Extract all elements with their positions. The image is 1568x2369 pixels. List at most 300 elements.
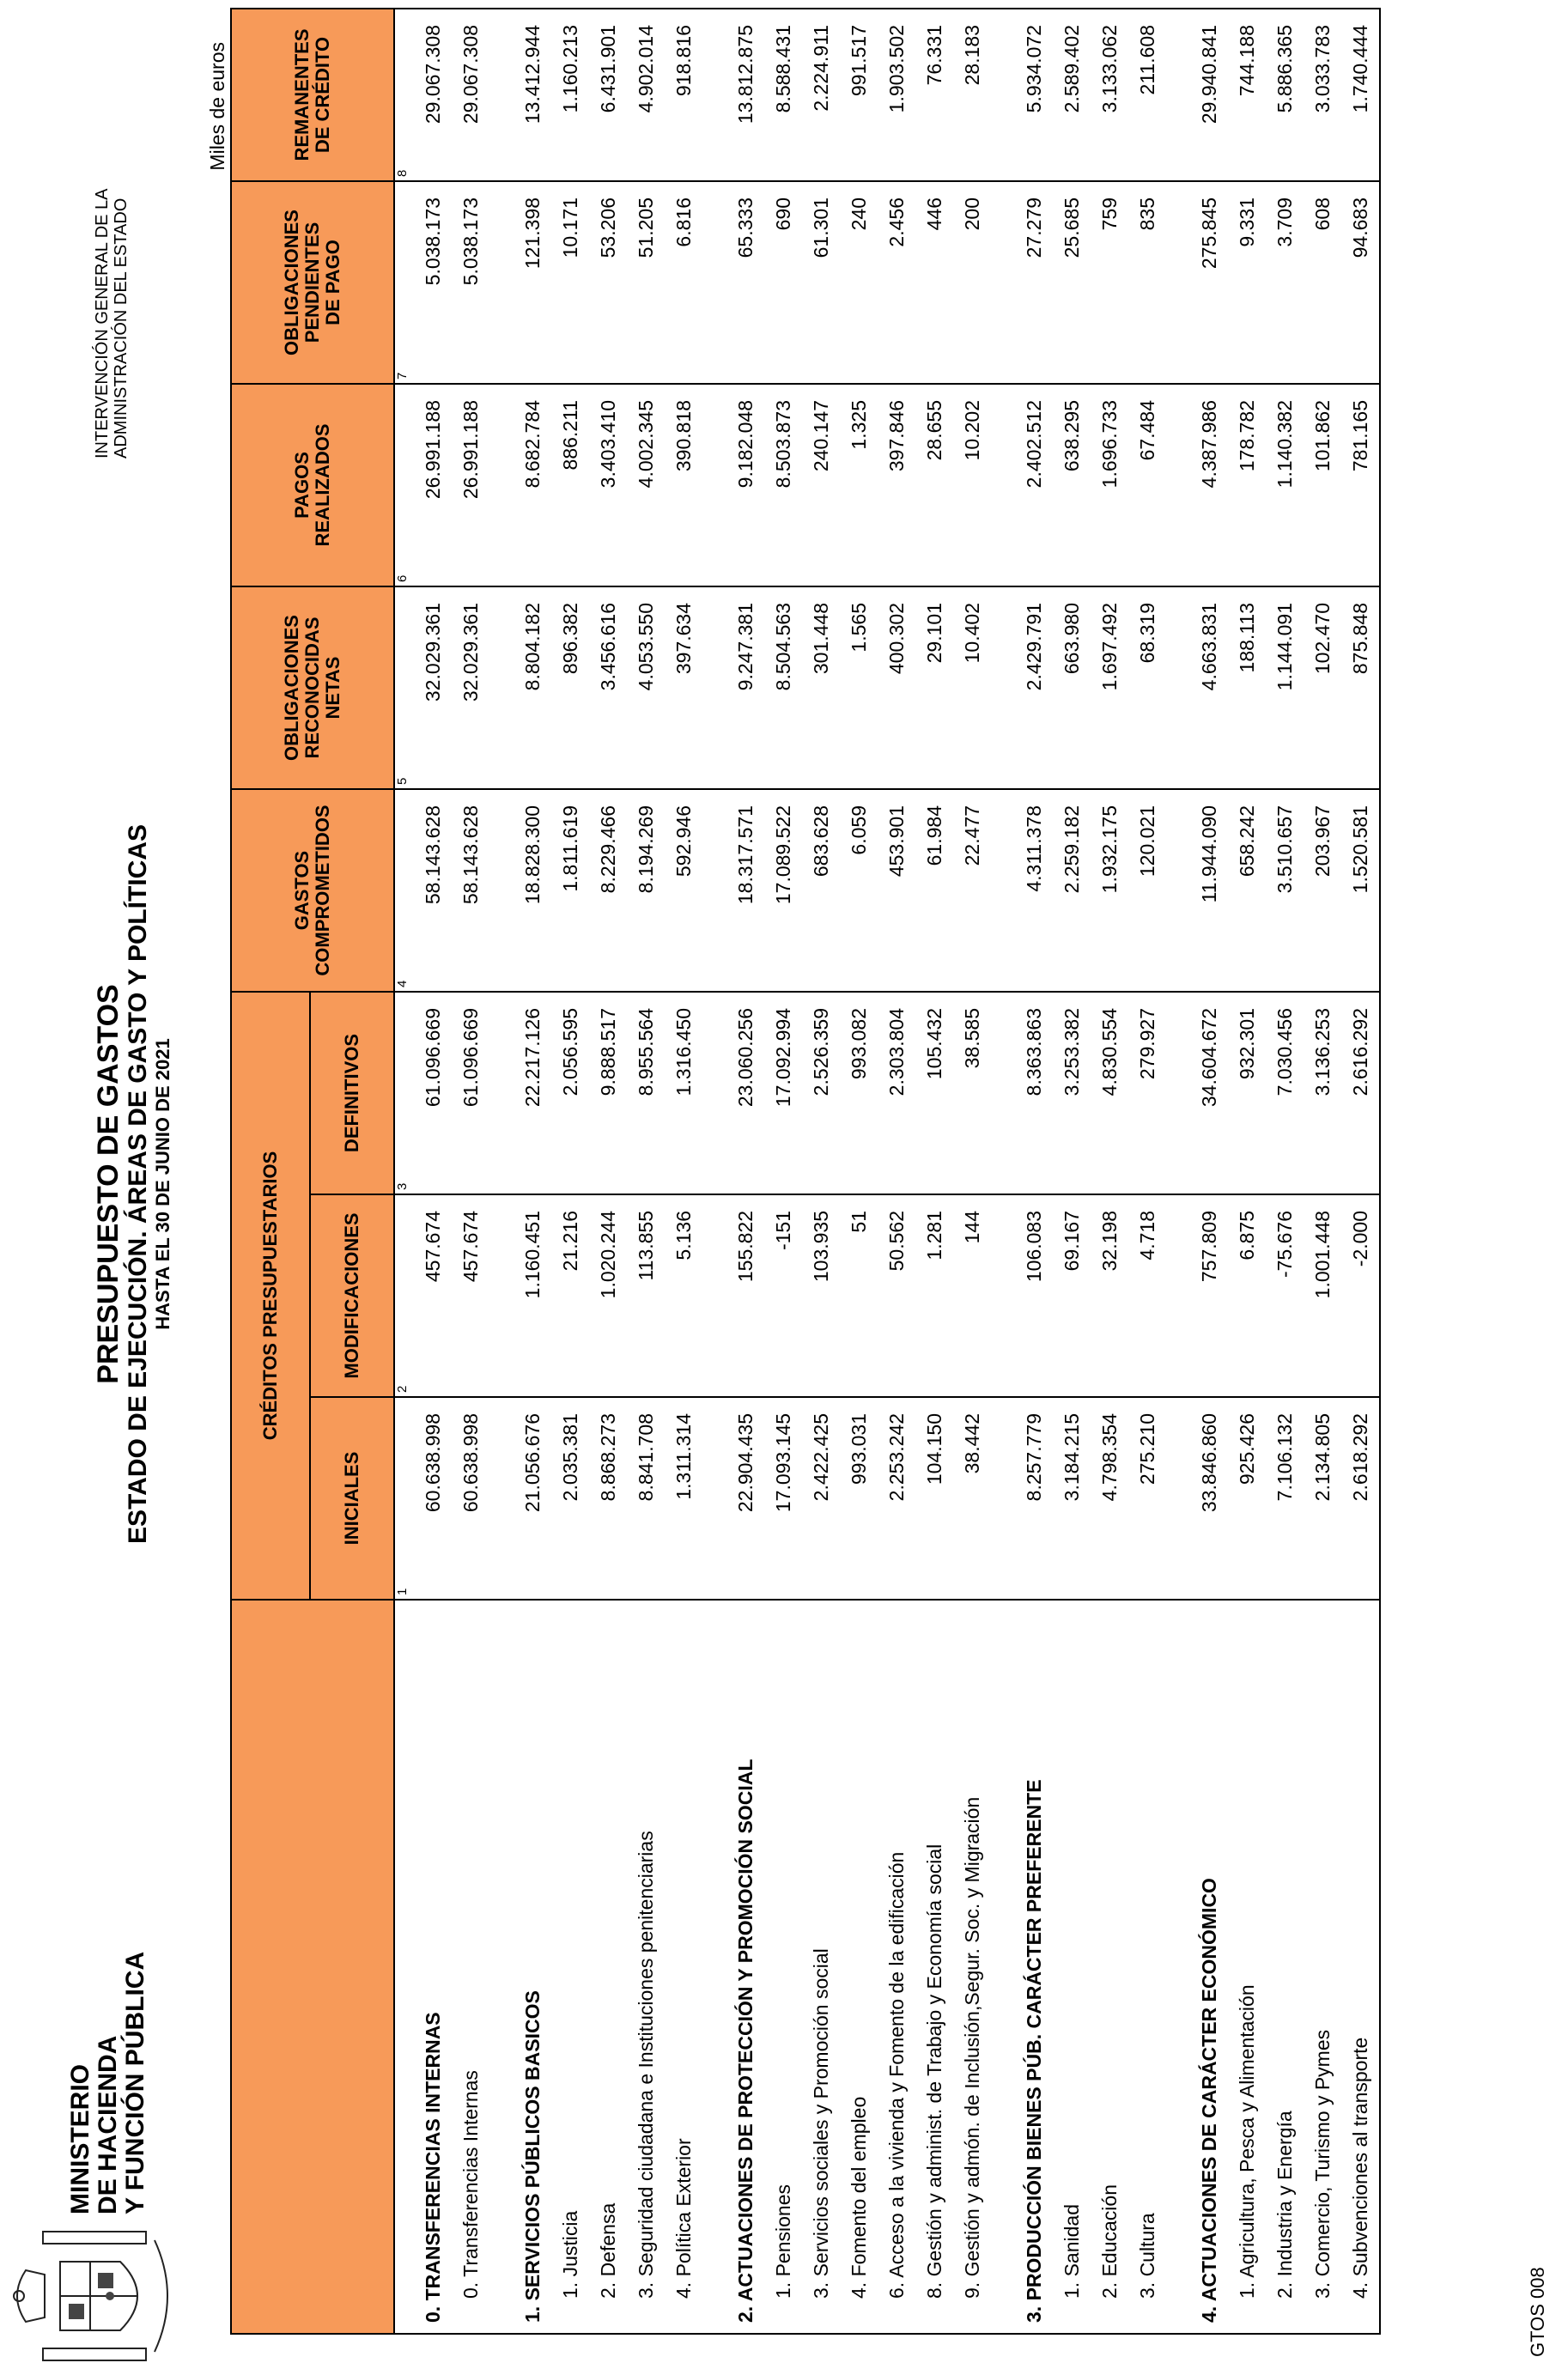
value-cell: -2.000 — [1341, 1194, 1380, 1397]
column-index: 6 — [394, 384, 414, 586]
spacer-cell — [702, 1397, 726, 1600]
value-cell: 1.160.213 — [551, 9, 589, 181]
value-cell: 835 — [1128, 181, 1166, 384]
spacer-row — [1166, 9, 1190, 2334]
table-row — [589, 9, 627, 2334]
value-cell: 4.002.345 — [627, 384, 665, 586]
header-pagos-l1: PAGOS — [291, 452, 313, 519]
ministry-line-3: Y FUNCIÓN PÚBLICA — [121, 1951, 149, 2214]
value-cell: 144 — [953, 1194, 991, 1397]
value-cell: 1.160.451 — [514, 1194, 551, 1397]
value-cell: 94.683 — [1341, 181, 1380, 384]
value-cell: 9.182.048 — [726, 384, 764, 586]
value-cell: 17.092.994 — [764, 992, 802, 1194]
value-cell: 21.056.676 — [514, 1397, 551, 1600]
value-cell: 21.216 — [551, 1194, 589, 1397]
header-pagos — [231, 384, 394, 586]
value-cell: 4.902.014 — [627, 9, 665, 181]
value-cell: 103.935 — [802, 1194, 840, 1397]
value-cell: 397.846 — [878, 384, 915, 586]
value-cell: 2.253.242 — [878, 1397, 915, 1600]
value-cell: 50.562 — [878, 1194, 915, 1397]
value-cell: 34.604.672 — [1190, 992, 1228, 1194]
value-cell: 2.456 — [878, 181, 915, 384]
value-cell: 17.093.145 — [764, 1397, 802, 1600]
value-cell: 22.904.435 — [726, 1397, 764, 1600]
spacer-cell — [702, 181, 726, 384]
table-row — [1091, 9, 1128, 2334]
row-label: 3. Comercio, Turismo y Pymes — [1304, 1600, 1341, 2334]
value-cell: 58.143.628 — [452, 789, 489, 992]
value-cell: 9.331 — [1228, 181, 1266, 384]
value-cell: 759 — [1091, 181, 1128, 384]
value-cell: 9.888.517 — [589, 992, 627, 1194]
value-cell: 23.060.256 — [726, 992, 764, 1194]
spacer-cell — [702, 586, 726, 789]
value-cell: 8.363.863 — [1015, 992, 1053, 1194]
value-cell: 10.402 — [953, 586, 991, 789]
value-cell: 61.096.669 — [452, 992, 489, 1194]
table-row — [551, 9, 589, 2334]
value-cell: 29.101 — [915, 586, 953, 789]
value-cell: 592.946 — [665, 789, 702, 992]
header-remanentes — [231, 9, 394, 181]
value-cell: 104.150 — [915, 1397, 953, 1600]
value-cell: -151 — [764, 1194, 802, 1397]
row-label: 4. Subvenciones al transporte — [1341, 1600, 1380, 2334]
header-obligaciones-l1: OBLIGACIONES — [281, 615, 302, 761]
igae-line-1: INTERVENCIÓN GENERAL DE LA — [93, 188, 112, 459]
table-body — [394, 9, 1380, 2334]
group-label: 1. SERVICIOS PÚBLICOS BASICOS — [514, 1600, 551, 2334]
value-cell: 25.685 — [1053, 181, 1091, 384]
value-cell: 69.167 — [1053, 1194, 1091, 1397]
spacer-cell — [489, 992, 514, 1194]
value-cell: 275.210 — [1128, 1397, 1166, 1600]
value-cell: 67.484 — [1128, 384, 1166, 586]
table-row — [452, 9, 489, 2334]
value-cell: 51.205 — [627, 181, 665, 384]
spacer-cell — [991, 789, 1015, 992]
value-cell: 53.206 — [589, 181, 627, 384]
value-cell: 32.029.361 — [452, 586, 489, 789]
value-cell: 1.020.244 — [589, 1194, 627, 1397]
value-cell: 400.302 — [878, 586, 915, 789]
value-cell: 3.403.410 — [589, 384, 627, 586]
header-iniciales: INICIALES — [310, 1397, 394, 1600]
value-cell: 2.224.911 — [802, 9, 840, 181]
header-definitivos: DEFINITIVOS — [310, 992, 394, 1194]
report-title — [93, 652, 174, 1716]
value-cell: 2.134.805 — [1304, 1397, 1341, 1600]
group-label: 3. PRODUCCIÓN BIENES PÚB. CARÁCTER PREFERENTE — [1015, 1600, 1053, 2334]
spacer-cell — [991, 1600, 1015, 2334]
value-cell: 113.855 — [627, 1194, 665, 1397]
value-cell: 8.503.873 — [764, 384, 802, 586]
value-cell: 22.217.126 — [514, 992, 551, 1194]
value-cell: 8.682.784 — [514, 384, 551, 586]
group-label: 4. ACTUACIONES DE CARÁCTER ECONÓMICO — [1190, 1600, 1228, 2334]
value-cell: 1.740.444 — [1341, 9, 1380, 181]
spacer-cell — [702, 992, 726, 1194]
spacer-cell — [489, 9, 514, 181]
value-cell: 8.841.708 — [627, 1397, 665, 1600]
row-label: 1. Sanidad — [1053, 1600, 1091, 2334]
value-cell: 10.202 — [953, 384, 991, 586]
table-row — [627, 9, 665, 2334]
value-cell: 211.608 — [1128, 9, 1166, 181]
value-cell: 932.301 — [1228, 992, 1266, 1194]
value-cell: 155.822 — [726, 1194, 764, 1397]
row-label: 3. Cultura — [1128, 1600, 1166, 2334]
spacer-cell — [991, 9, 1015, 181]
value-cell: 1.520.581 — [1341, 789, 1380, 992]
value-cell: 8.804.182 — [514, 586, 551, 789]
value-cell: 120.021 — [1128, 789, 1166, 992]
value-cell: 58.143.628 — [414, 789, 452, 992]
value-cell: 993.082 — [840, 992, 878, 1194]
spacer-row — [991, 9, 1015, 2334]
value-cell: 886.211 — [551, 384, 589, 586]
value-cell: 2.589.402 — [1053, 9, 1091, 181]
spacer-cell — [991, 1397, 1015, 1600]
ministry-line-1: MINISTERIO — [66, 2063, 94, 2214]
value-cell: 993.031 — [840, 1397, 878, 1600]
value-cell: 2.422.425 — [802, 1397, 840, 1600]
value-cell: 2.303.804 — [878, 992, 915, 1194]
value-cell: 2.259.182 — [1053, 789, 1091, 992]
value-cell: 5.038.173 — [414, 181, 452, 384]
value-cell: 663.980 — [1053, 586, 1091, 789]
row-label: 0. Transferencias Internas — [452, 1600, 489, 2334]
igae-label — [93, 188, 131, 459]
value-cell: 33.846.860 — [1190, 1397, 1228, 1600]
header-obligaciones-l2: RECONOCIDAS — [301, 617, 323, 759]
column-index: 3 — [394, 992, 414, 1194]
spacer-cell — [1166, 1397, 1190, 1600]
table-row — [953, 9, 991, 2334]
value-cell: 1.316.450 — [665, 992, 702, 1194]
value-cell: 275.845 — [1190, 181, 1228, 384]
value-cell: 240 — [840, 181, 878, 384]
column-index: 2 — [394, 1194, 414, 1397]
value-cell: 1.565 — [840, 586, 878, 789]
value-cell: 101.862 — [1304, 384, 1341, 586]
value-cell: 896.382 — [551, 586, 589, 789]
group-row — [726, 9, 764, 2334]
spacer-cell — [1166, 9, 1190, 181]
value-cell: 4.053.550 — [627, 586, 665, 789]
value-cell: 121.398 — [514, 181, 551, 384]
value-cell: 925.426 — [1228, 1397, 1266, 1600]
table-row — [1228, 9, 1266, 2334]
header-remanentes-l1: REMANENTES — [291, 28, 313, 161]
value-cell: 28.655 — [915, 384, 953, 586]
value-cell: 4.830.554 — [1091, 992, 1128, 1194]
group-row — [414, 9, 452, 2334]
value-cell: 6.816 — [665, 181, 702, 384]
ministry-line-2: DE HACIENDA — [94, 2035, 122, 2214]
row-label: 8. Gestión y administ. de Trabajo y Economía social — [915, 1600, 953, 2334]
table-row — [1053, 9, 1091, 2334]
spacer-cell — [489, 1397, 514, 1600]
table-row — [840, 9, 878, 2334]
header-comprometidos-l2: COMPROMETIDOS — [312, 805, 333, 976]
value-cell: 2.618.292 — [1341, 1397, 1380, 1600]
value-cell: 106.083 — [1015, 1194, 1053, 1397]
row-label: 1. Pensiones — [764, 1600, 802, 2334]
value-cell: 29.067.308 — [452, 9, 489, 181]
column-index: 5 — [394, 586, 414, 789]
header-pendientes-l3: DE PAGO — [322, 240, 343, 325]
spacer-cell — [702, 1600, 726, 2334]
value-cell: 26.991.188 — [414, 384, 452, 586]
value-cell: 1.696.733 — [1091, 384, 1128, 586]
spacer-cell — [991, 992, 1015, 1194]
form-code: GTOS 008 — [1527, 2267, 1548, 2357]
value-cell: 8.868.273 — [589, 1397, 627, 1600]
spacer-cell — [1166, 1194, 1190, 1397]
table-row — [802, 9, 840, 2334]
group-label: 2. ACTUACIONES DE PROTECCIÓN Y PROMOCIÓN SOCIAL — [726, 1600, 764, 2334]
value-cell: 203.967 — [1304, 789, 1341, 992]
spacer-cell — [1166, 181, 1190, 384]
value-cell: 1.144.091 — [1266, 586, 1304, 789]
value-cell: 390.818 — [665, 384, 702, 586]
spacer-cell — [489, 384, 514, 586]
value-cell: 13.812.875 — [726, 9, 764, 181]
value-cell: 65.333 — [726, 181, 764, 384]
value-cell: 17.089.522 — [764, 789, 802, 992]
value-cell: 61.301 — [802, 181, 840, 384]
value-cell: 6.059 — [840, 789, 878, 992]
value-cell: 18.828.300 — [514, 789, 551, 992]
value-cell: 51 — [840, 1194, 878, 1397]
value-cell: 3.136.253 — [1304, 992, 1341, 1194]
value-cell: 1.001.448 — [1304, 1194, 1341, 1397]
value-cell: 1.811.619 — [551, 789, 589, 992]
header-comprometidos — [231, 789, 394, 992]
value-cell: 4.663.831 — [1190, 586, 1228, 789]
title-line-1: PRESUPUESTO DE GASTOS — [92, 984, 125, 1384]
value-cell: 744.188 — [1228, 9, 1266, 181]
value-cell: 29.067.308 — [414, 9, 452, 181]
row-label: 4. Fomento del empleo — [840, 1600, 878, 2334]
value-cell: 22.477 — [953, 789, 991, 992]
units-label: Miles de euros — [206, 42, 228, 171]
column-index: 7 — [394, 181, 414, 384]
spacer-row — [702, 9, 726, 2334]
value-cell: 5.136 — [665, 1194, 702, 1397]
value-cell: 4.798.354 — [1091, 1397, 1128, 1600]
value-cell: 3.184.215 — [1053, 1397, 1091, 1600]
column-index: 8 — [394, 9, 414, 181]
value-cell: 6.875 — [1228, 1194, 1266, 1397]
group-label: 0. TRANSFERENCIAS INTERNAS — [414, 1600, 452, 2334]
table-row — [915, 9, 953, 2334]
value-cell: 1.140.382 — [1266, 384, 1304, 586]
table-row — [1341, 9, 1380, 2334]
value-cell: 7.030.456 — [1266, 992, 1304, 1194]
header-pendientes-l2: PENDIENTES — [301, 222, 323, 343]
value-cell: 2.526.359 — [802, 992, 840, 1194]
value-cell: 102.470 — [1304, 586, 1341, 789]
value-cell: 26.991.188 — [452, 384, 489, 586]
column-index-blank — [394, 1600, 414, 2334]
value-cell: 5.038.173 — [452, 181, 489, 384]
title-line-3: HASTA EL 30 DE JUNIO DE 2021 — [152, 1038, 173, 1330]
spacer-cell — [702, 384, 726, 586]
value-cell: 61.984 — [915, 789, 953, 992]
spacer-cell — [1166, 1600, 1190, 2334]
value-cell: 3.033.783 — [1304, 9, 1341, 181]
value-cell: 397.634 — [665, 586, 702, 789]
value-cell: 105.432 — [915, 992, 953, 1194]
value-cell: 200 — [953, 181, 991, 384]
row-label: 2. Industria y Energía — [1266, 1600, 1304, 2334]
value-cell: 61.096.669 — [414, 992, 452, 1194]
spacer-cell — [1166, 586, 1190, 789]
value-cell: 918.816 — [665, 9, 702, 181]
value-cell: 2.429.791 — [1015, 586, 1053, 789]
spacer-cell — [489, 586, 514, 789]
value-cell: 18.317.571 — [726, 789, 764, 992]
header-blank — [231, 1600, 394, 2334]
value-cell: 10.171 — [551, 181, 589, 384]
value-cell: 5.934.072 — [1015, 9, 1053, 181]
row-label: 1. Justicia — [551, 1600, 589, 2334]
header-obligaciones — [231, 586, 394, 789]
value-cell: 3.253.382 — [1053, 992, 1091, 1194]
header-remanentes-l2: DE CRÉDITO — [312, 36, 333, 154]
value-cell: 4.311.378 — [1015, 789, 1053, 992]
row-label: 2. Educación — [1091, 1600, 1128, 2334]
spacer-cell — [489, 1194, 514, 1397]
table-row — [1128, 9, 1166, 2334]
value-cell: 32.029.361 — [414, 586, 452, 789]
table-row — [878, 9, 915, 2334]
value-cell: 8.194.269 — [627, 789, 665, 992]
value-cell: 8.955.564 — [627, 992, 665, 1194]
value-cell: 4.387.986 — [1190, 384, 1228, 586]
value-cell: 1.903.502 — [878, 9, 915, 181]
spacer-cell — [489, 1600, 514, 2334]
group-row — [1015, 9, 1053, 2334]
value-cell: 5.886.365 — [1266, 9, 1304, 181]
row-label: 1. Agricultura, Pesca y Alimentación — [1228, 1600, 1266, 2334]
value-cell: 60.638.998 — [452, 1397, 489, 1600]
header-comprometidos-l1: GASTOS — [291, 850, 313, 931]
header-obligaciones-l3: NETAS — [322, 656, 343, 720]
value-cell: -75.676 — [1266, 1194, 1304, 1397]
value-cell: 683.628 — [802, 789, 840, 992]
value-cell: 781.165 — [1341, 384, 1380, 586]
row-label: 3. Servicios sociales y Promoción social — [802, 1600, 840, 2334]
header-pagos-l2: REALIZADOS — [312, 423, 333, 547]
spacer-cell — [702, 789, 726, 992]
value-cell: 9.247.381 — [726, 586, 764, 789]
table-row — [665, 9, 702, 2334]
spacer-cell — [489, 789, 514, 992]
value-cell: 757.809 — [1190, 1194, 1228, 1397]
value-cell: 2.616.292 — [1341, 992, 1380, 1194]
value-cell: 638.295 — [1053, 384, 1091, 586]
row-label: 6. Acceso a la vivienda y Fomento de la edificación — [878, 1600, 915, 2334]
spacer-cell — [991, 1194, 1015, 1397]
value-cell: 875.848 — [1341, 586, 1380, 789]
spacer-cell — [702, 9, 726, 181]
value-cell: 60.638.998 — [414, 1397, 452, 1600]
table-row — [1304, 9, 1341, 2334]
column-index: 1 — [394, 1397, 414, 1600]
header-creditos: CRÉDITOS PRESUPUESTARIOS — [231, 992, 310, 1600]
value-cell: 6.431.901 — [589, 9, 627, 181]
title-line-2: ESTADO DE EJECUCIÓN. ÁREAS DE GASTO Y POLÍTICAS — [124, 824, 152, 1544]
value-cell: 8.504.563 — [764, 586, 802, 789]
value-cell: 8.588.431 — [764, 9, 802, 181]
coat-of-arms-icon — [9, 2223, 180, 2369]
header-pendientes — [231, 181, 394, 384]
spacer-cell — [1166, 992, 1190, 1194]
spacer-cell — [1166, 789, 1190, 992]
value-cell: 1.697.492 — [1091, 586, 1128, 789]
value-cell: 1.325 — [840, 384, 878, 586]
budget-table — [230, 25, 1510, 2335]
column-index: 4 — [394, 789, 414, 992]
value-cell: 3.456.616 — [589, 586, 627, 789]
budget-grid — [230, 8, 1381, 2335]
value-cell: 188.113 — [1228, 586, 1266, 789]
value-cell: 1.281 — [915, 1194, 953, 1397]
group-row — [514, 9, 551, 2334]
value-cell: 608 — [1304, 181, 1341, 384]
column-index-row — [394, 9, 414, 2334]
value-cell: 1.311.314 — [665, 1397, 702, 1600]
spacer-cell — [489, 181, 514, 384]
value-cell: 446 — [915, 181, 953, 384]
value-cell: 457.674 — [414, 1194, 452, 1397]
spacer-row — [489, 9, 514, 2334]
value-cell: 68.319 — [1128, 586, 1166, 789]
header-modificaciones: MODIFICACIONES — [310, 1194, 394, 1397]
value-cell: 38.585 — [953, 992, 991, 1194]
spacer-cell — [702, 1194, 726, 1397]
value-cell: 27.279 — [1015, 181, 1053, 384]
value-cell: 279.927 — [1128, 992, 1166, 1194]
spacer-cell — [1166, 384, 1190, 586]
value-cell: 28.183 — [953, 9, 991, 181]
value-cell: 4.718 — [1128, 1194, 1166, 1397]
value-cell: 457.674 — [452, 1194, 489, 1397]
value-cell: 658.242 — [1228, 789, 1266, 992]
value-cell: 11.944.090 — [1190, 789, 1228, 992]
value-cell: 1.932.175 — [1091, 789, 1128, 992]
value-cell: 32.198 — [1091, 1194, 1128, 1397]
spacer-cell — [991, 181, 1015, 384]
row-label: 2. Defensa — [589, 1600, 627, 2334]
header-pendientes-l1: OBLIGACIONES — [281, 210, 302, 355]
value-cell: 8.229.466 — [589, 789, 627, 992]
spacer-cell — [991, 586, 1015, 789]
value-cell: 76.331 — [915, 9, 953, 181]
value-cell: 3.133.062 — [1091, 9, 1128, 181]
row-label: 3. Seguridad ciudadana e Instituciones penitenciarias — [627, 1600, 665, 2334]
spacer-cell — [991, 384, 1015, 586]
table-row — [764, 9, 802, 2334]
value-cell: 240.147 — [802, 384, 840, 586]
value-cell: 2.402.512 — [1015, 384, 1053, 586]
group-row — [1190, 9, 1228, 2334]
